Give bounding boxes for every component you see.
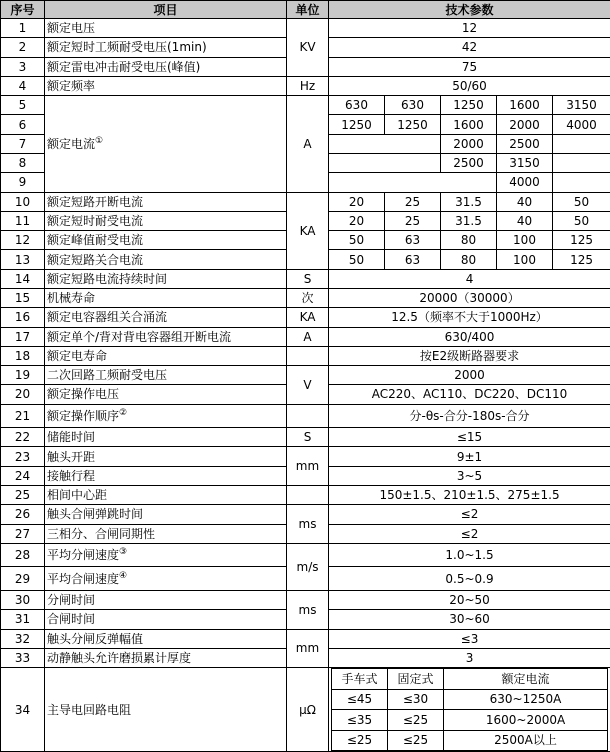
resistance-cell-value: ≤35 bbox=[332, 710, 388, 730]
row-item: 额定电流 bbox=[47, 136, 96, 151]
resistance-cell-value: 630~1250A bbox=[444, 689, 608, 709]
row-item: 平均合闸速度 bbox=[47, 571, 120, 586]
grid-cell: 1250 bbox=[385, 115, 441, 134]
row-item: 额定电压 bbox=[45, 19, 287, 38]
row-value: 9±1 bbox=[329, 447, 610, 466]
row-no: 14 bbox=[1, 269, 45, 288]
resistance-cell-value: 1600~2000A bbox=[444, 710, 608, 730]
row-item: 接触行程 bbox=[45, 466, 287, 485]
row-unit: S bbox=[287, 269, 329, 288]
row-no: 27 bbox=[1, 524, 45, 543]
row-no: 10 bbox=[1, 192, 45, 211]
grid-cell: 2000 bbox=[441, 134, 497, 153]
row-value: ≤2 bbox=[329, 524, 610, 543]
table-row bbox=[1, 591, 610, 610]
grid-cell: 3150 bbox=[497, 153, 553, 172]
row-unit bbox=[287, 346, 329, 365]
row-unit: m/s bbox=[287, 543, 329, 590]
row-value: AC220、AC110、DC220、DC110 bbox=[329, 385, 610, 404]
row-unit: μΩ bbox=[287, 668, 329, 752]
grid-cell bbox=[329, 173, 497, 192]
row-value: 0.5~0.9 bbox=[329, 567, 610, 591]
col-header-item: 项目 bbox=[45, 1, 287, 19]
grid-cell: 630 bbox=[385, 96, 441, 115]
table-row bbox=[1, 76, 610, 95]
grid-cell: 31.5 bbox=[441, 192, 497, 211]
row-no: 19 bbox=[1, 366, 45, 385]
row-value: 20~50 bbox=[329, 591, 610, 610]
row-no: 13 bbox=[1, 250, 45, 269]
row-no: 12 bbox=[1, 231, 45, 250]
grid-cell: 100 bbox=[497, 231, 553, 250]
resistance-header: 额定电流 bbox=[444, 669, 608, 689]
footnote-marker: ① bbox=[95, 135, 104, 146]
resistance-header: 固定式 bbox=[388, 669, 444, 689]
row-no: 1 bbox=[1, 19, 45, 38]
row-unit: ms bbox=[287, 505, 329, 544]
row-unit: A bbox=[287, 96, 329, 192]
grid-cell: 50 bbox=[329, 231, 385, 250]
grid-cell: 20 bbox=[329, 192, 385, 211]
resistance-header-row bbox=[332, 669, 608, 689]
table-row bbox=[1, 288, 610, 307]
grid-cell: 50 bbox=[329, 250, 385, 269]
row-item: 触头合闸弹跳时间 bbox=[45, 505, 287, 524]
row-unit: mm bbox=[287, 447, 329, 486]
row-value: 42 bbox=[329, 38, 610, 57]
row-no: 31 bbox=[1, 610, 45, 629]
footnote-marker: ② bbox=[119, 407, 128, 418]
row-item-cell bbox=[45, 567, 287, 591]
row-unit: V bbox=[287, 366, 329, 405]
row-unit bbox=[287, 404, 329, 428]
grid-cell: 80 bbox=[441, 231, 497, 250]
table-row bbox=[1, 404, 610, 428]
resistance-row bbox=[332, 730, 608, 750]
row-item: 额定短路电流持续时间 bbox=[45, 269, 287, 288]
resistance-cell-value: ≤30 bbox=[388, 689, 444, 709]
row-value: 50/60 bbox=[329, 76, 610, 95]
grid-cell: 2500 bbox=[497, 134, 553, 153]
col-header-params: 技术参数 bbox=[329, 1, 610, 19]
row-no: 2 bbox=[1, 38, 45, 57]
row-no: 28 bbox=[1, 543, 45, 567]
row-item: 合闸时间 bbox=[45, 610, 287, 629]
grid-cell bbox=[329, 134, 441, 153]
table-row bbox=[1, 505, 610, 524]
grid-cell: 4000 bbox=[553, 115, 610, 134]
row-value: 3 bbox=[329, 648, 610, 667]
table-row bbox=[1, 19, 610, 38]
row-item: 额定操作电压 bbox=[45, 385, 287, 404]
row-item: 触头分闸反弹幅值 bbox=[45, 629, 287, 648]
table-row bbox=[1, 447, 610, 466]
grid-cell: 125 bbox=[553, 250, 610, 269]
row-item-rated-current bbox=[45, 96, 287, 192]
grid-cell: 1600 bbox=[497, 96, 553, 115]
row-value: 4 bbox=[329, 269, 610, 288]
row-item: 额定电容器组关合涌流 bbox=[45, 308, 287, 327]
row-value: 12.5（频率不大于1000Hz） bbox=[329, 308, 610, 327]
row-unit: mm bbox=[287, 629, 329, 668]
row-unit: Hz bbox=[287, 76, 329, 95]
row-no: 18 bbox=[1, 346, 45, 365]
row-unit: KV bbox=[287, 19, 329, 77]
row-item-cell bbox=[45, 543, 287, 567]
row-item: 额定短时耐受电流 bbox=[45, 211, 287, 230]
row-unit: A bbox=[287, 327, 329, 346]
grid-cell: 20 bbox=[329, 211, 385, 230]
table-row bbox=[1, 327, 610, 346]
row-no: 34 bbox=[1, 668, 45, 752]
row-value: 分-θs-合分-180s-合分 bbox=[329, 404, 610, 428]
row-no: 30 bbox=[1, 591, 45, 610]
row-no: 16 bbox=[1, 308, 45, 327]
grid-cell: 50 bbox=[553, 192, 610, 211]
header-row bbox=[1, 1, 610, 19]
row-no: 26 bbox=[1, 505, 45, 524]
row-value: 1.0~1.5 bbox=[329, 543, 610, 567]
row-unit: KA bbox=[287, 308, 329, 327]
col-header-unit: 单位 bbox=[287, 1, 329, 19]
footnote-marker: ④ bbox=[119, 570, 128, 581]
row-no: 29 bbox=[1, 567, 45, 591]
table-row bbox=[1, 269, 610, 288]
grid-cell: 63 bbox=[385, 231, 441, 250]
grid-cell: 40 bbox=[497, 211, 553, 230]
grid-cell: 1250 bbox=[329, 115, 385, 134]
resistance-row bbox=[332, 689, 608, 709]
row-no: 17 bbox=[1, 327, 45, 346]
resistance-row bbox=[332, 710, 608, 730]
row-item: 额定电寿命 bbox=[45, 346, 287, 365]
row-item: 机械寿命 bbox=[45, 288, 287, 307]
row-value: 30~60 bbox=[329, 610, 610, 629]
row-no: 15 bbox=[1, 288, 45, 307]
grid-cell: 80 bbox=[441, 250, 497, 269]
grid-cell: 100 bbox=[497, 250, 553, 269]
footnote-marker: ③ bbox=[119, 547, 128, 558]
row-unit: S bbox=[287, 428, 329, 447]
row-no: 4 bbox=[1, 76, 45, 95]
resistance-cell-value: ≤45 bbox=[332, 689, 388, 709]
row-unit: ms bbox=[287, 591, 329, 630]
grid-cell: 125 bbox=[553, 231, 610, 250]
row-item: 分闸时间 bbox=[45, 591, 287, 610]
table-row bbox=[1, 543, 610, 567]
grid-cell: 25 bbox=[385, 211, 441, 230]
grid-cell bbox=[553, 173, 610, 192]
row-item: 额定峰值耐受电流 bbox=[45, 231, 287, 250]
grid-cell bbox=[553, 153, 610, 172]
grid-cell: 4000 bbox=[497, 173, 553, 192]
resistance-cell-value: ≤25 bbox=[388, 730, 444, 750]
row-no: 25 bbox=[1, 486, 45, 505]
row-item: 三相分、合闸同期性 bbox=[45, 524, 287, 543]
resistance-header: 手车式 bbox=[332, 669, 388, 689]
row-value: 20000（30000） bbox=[329, 288, 610, 307]
row-value: ≤15 bbox=[329, 428, 610, 447]
resistance-subtable bbox=[331, 668, 608, 751]
row-item: 储能时间 bbox=[45, 428, 287, 447]
row-item: 额定单个/背对背电容器组开断电流 bbox=[45, 327, 287, 346]
row-item: 主导电回路电阻 bbox=[45, 668, 287, 752]
row-no: 32 bbox=[1, 629, 45, 648]
grid-cell: 630 bbox=[329, 96, 385, 115]
table-row bbox=[1, 486, 610, 505]
row-item: 额定短时工频耐受电压(1min) bbox=[45, 38, 287, 57]
grid-cell: 40 bbox=[497, 192, 553, 211]
table-row bbox=[1, 96, 610, 115]
row-item-cell bbox=[45, 404, 287, 428]
row-no: 3 bbox=[1, 57, 45, 76]
row-value: 630/400 bbox=[329, 327, 610, 346]
row-value: 3~5 bbox=[329, 466, 610, 485]
table-row bbox=[1, 308, 610, 327]
grid-cell: 2000 bbox=[497, 115, 553, 134]
resistance-cell-value: 2500A以上 bbox=[444, 730, 608, 750]
resistance-cell-value: ≤25 bbox=[332, 730, 388, 750]
row-no: 6 bbox=[1, 115, 45, 134]
row-item: 额定操作顺序 bbox=[47, 408, 120, 423]
table-row bbox=[1, 192, 610, 211]
row-no: 33 bbox=[1, 648, 45, 667]
table-row bbox=[1, 366, 610, 385]
grid-cell: 1250 bbox=[441, 96, 497, 115]
grid-cell bbox=[553, 134, 610, 153]
grid-cell: 3150 bbox=[553, 96, 610, 115]
row-no: 8 bbox=[1, 153, 45, 172]
row-no: 21 bbox=[1, 404, 45, 428]
grid-cell: 1600 bbox=[441, 115, 497, 134]
row-no: 20 bbox=[1, 385, 45, 404]
grid-cell: 50 bbox=[553, 211, 610, 230]
row-value: 12 bbox=[329, 19, 610, 38]
row-no: 7 bbox=[1, 134, 45, 153]
row-value: 75 bbox=[329, 57, 610, 76]
row-value: ≤2 bbox=[329, 505, 610, 524]
grid-cell: 2500 bbox=[441, 153, 497, 172]
row-value: 按E2级断路器要求 bbox=[329, 346, 610, 365]
grid-cell: 31.5 bbox=[441, 211, 497, 230]
grid-cell: 63 bbox=[385, 250, 441, 269]
resistance-cell-value: ≤25 bbox=[388, 710, 444, 730]
row-unit: KA bbox=[287, 192, 329, 269]
row-value: ≤3 bbox=[329, 629, 610, 648]
row-unit: 次 bbox=[287, 288, 329, 307]
table-row bbox=[1, 428, 610, 447]
row-item: 额定短路关合电流 bbox=[45, 250, 287, 269]
row-unit bbox=[287, 486, 329, 505]
grid-cell bbox=[329, 153, 441, 172]
row-item: 平均分闸速度 bbox=[47, 548, 120, 563]
resistance-cell bbox=[329, 668, 610, 752]
row-no: 24 bbox=[1, 466, 45, 485]
row-item: 额定频率 bbox=[45, 76, 287, 95]
table-row bbox=[1, 346, 610, 365]
row-no: 11 bbox=[1, 211, 45, 230]
table-row bbox=[1, 668, 610, 752]
row-no: 22 bbox=[1, 428, 45, 447]
row-no: 5 bbox=[1, 96, 45, 115]
row-item: 额定短路开断电流 bbox=[45, 192, 287, 211]
row-item: 动静触头允许磨损累计厚度 bbox=[45, 648, 287, 667]
table-row bbox=[1, 629, 610, 648]
row-item: 触头开距 bbox=[45, 447, 287, 466]
row-item: 二次回路工频耐受电压 bbox=[45, 366, 287, 385]
row-item: 额定雷电冲击耐受电压(峰值) bbox=[45, 57, 287, 76]
grid-cell: 25 bbox=[385, 192, 441, 211]
row-no: 23 bbox=[1, 447, 45, 466]
col-header-no: 序号 bbox=[1, 1, 45, 19]
row-value: 2000 bbox=[329, 366, 610, 385]
row-no: 9 bbox=[1, 173, 45, 192]
row-item: 相间中心距 bbox=[45, 486, 287, 505]
row-value: 150±1.5、210±1.5、275±1.5 bbox=[329, 486, 610, 505]
